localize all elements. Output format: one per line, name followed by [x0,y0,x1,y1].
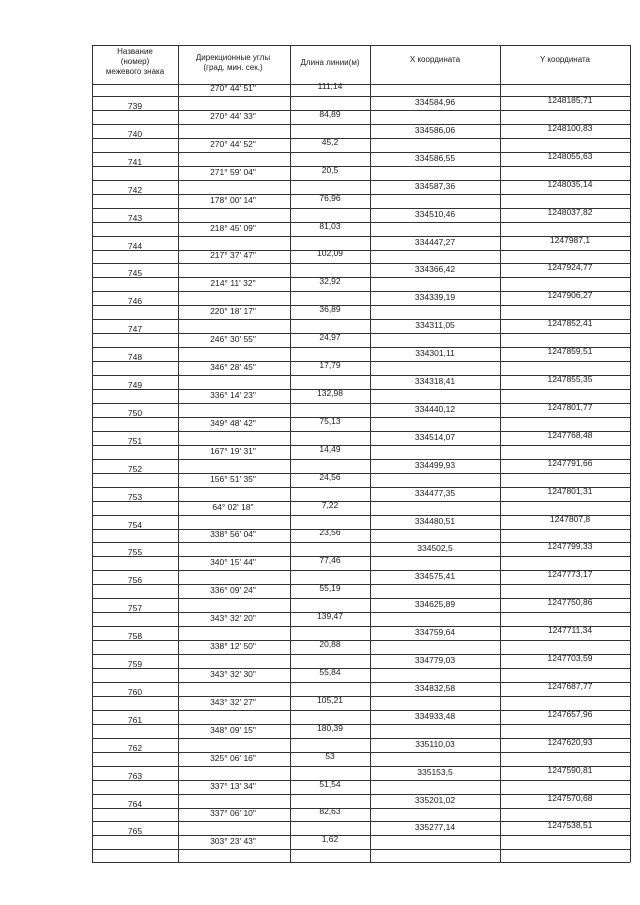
line-length: 102,09 [317,248,343,259]
marker-number: 751 [127,435,143,446]
line-length: 20,5 [321,164,339,175]
marker-number: 739 [127,101,143,111]
line-length: 77,46 [319,555,341,566]
line-length: 53 [325,750,335,761]
y-coordinate: 1247801,77 [547,401,593,412]
column-divider [92,45,93,862]
y-coordinate: 1247859,51 [547,346,593,357]
line-length: 7,22 [321,499,339,510]
line-length: 17,79 [319,360,341,370]
line-length: 180,39 [317,722,343,733]
marker-number: 761 [127,714,143,725]
x-coordinate: 334318,41 [414,376,456,386]
y-coordinate: 1247620,93 [547,736,593,747]
directional-angle: 178° 00' 14" [210,194,256,205]
x-coordinate: 334514,07 [414,431,456,442]
marker-number: 748 [127,352,143,363]
line-length: 20,88 [319,639,341,649]
y-coordinate: 1248100,83 [547,122,593,133]
directional-angle: 337° 13' 34" [210,780,256,791]
x-coordinate: 334779,03 [414,655,456,665]
directional-angle: 348° 09' 15" [210,724,256,735]
marker-number: 745 [127,268,143,279]
line-length: 76,96 [319,192,341,203]
x-coordinate: 334586,06 [414,124,456,135]
marker-number: 755 [127,547,143,558]
header-marker [92,47,178,77]
header-x: X координата [409,55,461,64]
y-coordinate: 1247590,81 [547,764,593,775]
y-coordinate: 1248037,82 [547,206,593,217]
directional-angle: 337° 06' 10" [210,808,256,819]
directional-angle: 343° 32' 30" [210,668,256,679]
line-length: 24,97 [319,332,341,343]
header-marker-line3: межевого знака [105,67,165,76]
x-coordinate: 334586,55 [414,152,456,163]
marker-number: 746 [127,296,143,307]
marker-number: 741 [127,156,143,167]
y-coordinate: 1247807,8 [549,513,591,524]
marker-number: 752 [127,463,143,474]
y-coordinate: 1247570,68 [547,792,593,803]
marker-number: 758 [127,631,143,642]
directional-angle: 270° 44' 33" [210,110,256,121]
x-coordinate: 335110,03 [415,738,455,749]
marker-number: 762 [127,742,143,753]
y-coordinate: 1247924,77 [547,262,593,273]
header-angle [178,53,288,73]
directional-angle: 156° 51' 35" [210,473,256,484]
line-length: 36,89 [319,304,341,315]
x-coordinate: 334301,11 [415,348,455,359]
y-coordinate: 1247750,86 [547,597,593,608]
line-length: 84,89 [319,108,341,119]
table-border-bottom [92,862,630,863]
y-coordinate: 1247657,96 [547,708,593,719]
marker-number: 759 [127,659,143,669]
marker-number: 760 [127,686,143,697]
header-length: Длина линии(м) [300,58,360,67]
line-length: 23,56 [319,527,341,538]
directional-angle: 218° 45' 09" [210,222,256,233]
directional-angle: 349° 48' 42" [210,417,256,428]
directional-angle: 64° 02' 18" [212,501,254,512]
x-coordinate: 334584,96 [414,97,456,107]
directional-angle: 220° 18' 17" [210,306,256,317]
x-coordinate: 334575,41 [414,571,456,582]
marker-number: 763 [127,770,143,781]
y-coordinate: 1247791,66 [547,457,593,468]
directional-angle: 336° 14' 23" [210,389,256,400]
line-length: 45,2 [321,136,339,147]
line-length: 81,03 [319,220,341,231]
x-coordinate: 334625,89 [414,599,456,610]
x-coordinate: 334311,05 [415,320,455,331]
y-coordinate: 1247687,77 [547,680,593,691]
directional-angle: 336° 09' 24" [210,585,256,596]
marker-number: 742 [127,184,143,195]
marker-number: 749 [127,380,143,390]
y-coordinate: 1248185,71 [547,95,593,105]
y-coordinate: 1247768,48 [547,429,593,440]
directional-angle: 343° 32' 27" [210,696,256,707]
line-length: 55,84 [319,666,341,677]
directional-angle: 270° 44' 51" [210,83,256,93]
x-coordinate: 334587,36 [414,180,456,191]
x-coordinate: 334933,48 [414,710,456,721]
row-separator [92,849,630,850]
line-length: 55,19 [319,583,341,594]
x-coordinate: 335153,5 [417,766,453,777]
marker-number: 740 [127,128,143,139]
directional-angle: 214° 11' 32" [210,278,256,289]
header-angle-line1: Дирекционные углы [195,53,271,62]
y-coordinate: 1248055,63 [547,150,593,161]
directional-angle: 338° 12' 50" [210,641,256,651]
x-coordinate: 334480,51 [414,515,456,526]
y-coordinate: 1247906,27 [547,290,593,301]
line-length: 82,63 [319,806,341,817]
directional-angle: 271° 59' 04" [210,166,256,177]
x-coordinate: 334499,93 [414,459,456,470]
y-coordinate: 1247855,35 [547,374,593,384]
y-coordinate: 1247773,17 [547,569,593,580]
y-coordinate: 1247799,33 [547,541,593,552]
line-length: 24,56 [319,471,341,482]
y-coordinate: 1247801,31 [547,485,593,496]
marker-number: 743 [127,212,143,223]
line-length: 105,21 [317,694,343,705]
y-coordinate: 1247987,1 [549,234,591,245]
y-coordinate: 1248035,14 [547,178,593,189]
header-marker-line2: (номер) [120,57,150,66]
line-length: 1,62 [321,834,339,845]
header-y: Y координата [539,55,591,64]
y-coordinate: 1247711,34 [547,625,593,636]
header-angle-line2: (град. мин. сек.) [203,63,263,72]
x-coordinate: 335277,14 [414,822,456,833]
marker-number: 744 [127,240,143,251]
column-divider [290,45,291,862]
directional-angle: 270° 44' 52" [210,138,256,149]
x-coordinate: 334832,58 [414,682,456,693]
line-length: 75,13 [319,415,341,426]
marker-number: 757 [127,603,143,614]
marker-number: 753 [127,491,143,502]
x-coordinate: 334502,5 [417,543,453,554]
directional-angle: 217° 37' 47" [210,250,256,261]
line-length: 51,54 [319,778,341,789]
y-coordinate: 1247703,59 [547,653,593,663]
column-divider [500,45,501,862]
line-length: 14,49 [319,443,341,454]
x-coordinate: 335201,02 [414,794,456,805]
directional-angle: 346° 28' 45" [210,362,256,372]
marker-number: 765 [127,826,143,837]
marker-number: 754 [127,519,143,530]
y-coordinate: 1247852,41 [547,318,593,329]
directional-angle: 340° 15' 44" [210,557,256,568]
directional-angle: 303° 23' 43" [210,836,256,847]
marker-number: 756 [127,575,143,586]
x-coordinate: 334339,19 [414,292,456,303]
line-length: 111,14 [317,81,343,91]
marker-number: 750 [127,407,143,418]
x-coordinate: 334447,27 [414,236,456,247]
directional-angle: 338° 56' 04" [210,529,256,540]
line-length: 139,47 [317,611,343,622]
y-coordinate: 1247538,51 [547,820,593,831]
table-border-top [92,45,630,46]
directional-angle: 167° 19' 31" [210,445,256,456]
directional-angle: 343° 32' 20" [210,613,256,624]
x-coordinate: 334440,12 [414,403,456,414]
x-coordinate: 334759,64 [414,627,456,638]
x-coordinate: 334366,42 [414,264,456,275]
line-length: 132,98 [317,387,343,398]
directional-angle: 246° 30' 55" [210,334,256,345]
x-coordinate: 334477,35 [414,487,456,498]
marker-number: 764 [127,798,143,809]
x-coordinate: 334510,46 [414,208,456,219]
header-marker-line1: Название [117,47,153,56]
line-length: 32,92 [319,276,341,287]
directional-angle: 325° 06' 16" [210,752,256,763]
marker-number: 747 [127,324,143,335]
